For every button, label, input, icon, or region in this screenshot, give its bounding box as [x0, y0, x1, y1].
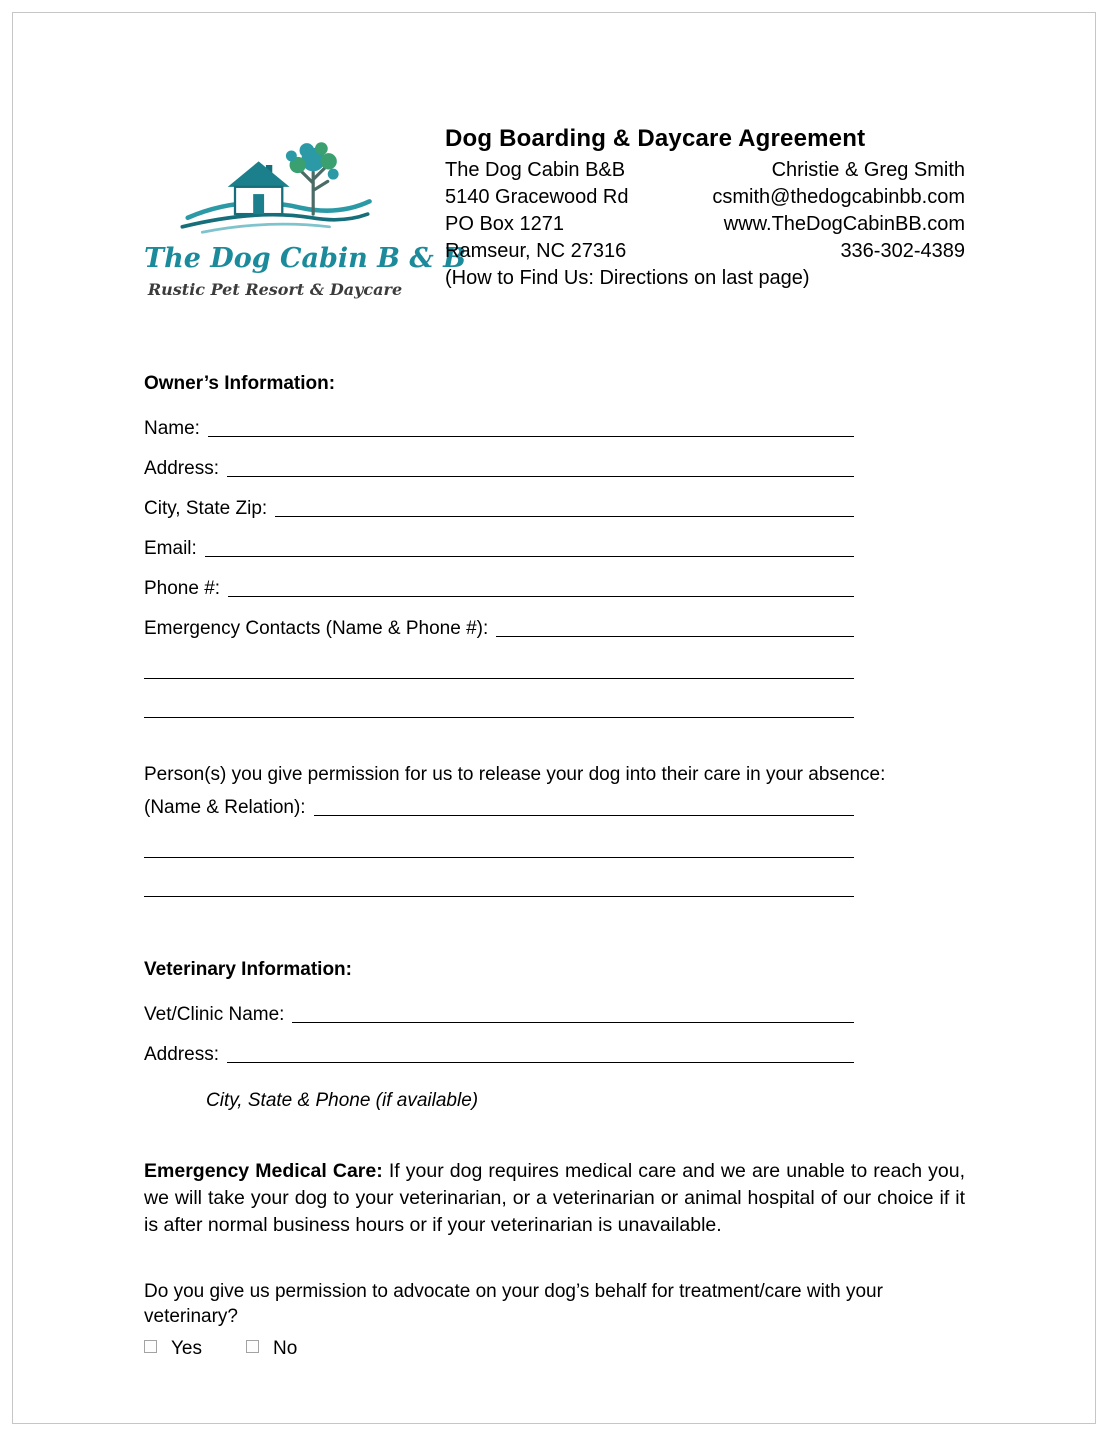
vet-clinic-name-line[interactable]: [292, 1021, 854, 1023]
advocate-options: [144, 1338, 965, 1360]
emergency-medical-care-paragraph: [144, 1158, 965, 1239]
emergency-contacts-label: Emergency Contacts (Name & Phone #):: [144, 618, 489, 639]
document-page: [12, 12, 1096, 1424]
owner-email-line[interactable]: [205, 555, 854, 557]
contact-row: [445, 184, 965, 211]
contact-row: [445, 238, 965, 265]
no-label: No: [273, 1338, 298, 1359]
street-address: 5140 Gracewood Rd: [445, 186, 629, 208]
vet-address-label: Address:: [144, 1044, 219, 1065]
vet-clinic-name-label: Vet/Clinic Name:: [144, 1004, 285, 1025]
no-checkbox[interactable]: [246, 1340, 259, 1353]
document-title: Dog Boarding & Daycare Agreement: [445, 125, 866, 152]
owner-city-state-zip-line[interactable]: [275, 515, 854, 517]
owner-name-line[interactable]: [208, 435, 854, 437]
po-box: PO Box 1271: [445, 213, 564, 235]
vet-address-note: City, State & Phone (if available): [206, 1090, 479, 1111]
logo-title: The Dog Cabin B & B: [144, 243, 466, 274]
contact-row: [445, 157, 965, 184]
emergency-medical-care-text: If your dog requires medical care and we are unable to reach you, we will take your dog to your veterinarian, or a veterinarian or animal hospital of our choice if it is after normal business hours or if your veterinarian is unavailable.: [144, 1160, 965, 1236]
owner-city-state-zip-label: City, State Zip:: [144, 498, 268, 519]
city-state-zip: Ramseur, NC 27316: [445, 240, 627, 262]
phone-number: 336-302-4389: [840, 240, 965, 262]
owner-city-state-zip-row: [144, 497, 854, 520]
owner-phone-label: Phone #:: [144, 578, 221, 599]
owner-name-row: [144, 417, 854, 440]
emergency-contacts-line[interactable]: [496, 635, 854, 637]
contact-row: [445, 211, 965, 238]
owner-phone-row: [144, 577, 854, 600]
email-address: csmith@thedogcabinbb.com: [712, 186, 965, 208]
yes-label: Yes: [171, 1338, 202, 1359]
owner-section-heading: Owner’s Information:: [144, 373, 336, 394]
owner-address-label: Address:: [144, 458, 219, 479]
release-extra-line-1[interactable]: [144, 857, 854, 858]
yes-checkbox[interactable]: [144, 1340, 157, 1353]
logo: [144, 125, 466, 299]
advocate-question: Do you give us permission to advocate on your dog’s behalf for treatment/care with your veterinary?: [144, 1281, 883, 1327]
emergency-contacts-extra-line-2[interactable]: [144, 717, 854, 718]
owner-email-label: Email:: [144, 538, 197, 559]
release-name-relation-line[interactable]: [314, 814, 854, 816]
no-option: [246, 1338, 297, 1360]
release-name-relation-row: [144, 796, 854, 819]
owner-address-row: [144, 457, 854, 480]
document-header: [144, 125, 965, 299]
vet-address-line[interactable]: [227, 1061, 854, 1063]
business-name: The Dog Cabin B&B: [445, 159, 626, 181]
directions-note: (How to Find Us: Directions on last page): [445, 267, 810, 289]
owner-phone-line[interactable]: [228, 595, 854, 597]
owner-names: Christie & Greg Smith: [771, 159, 965, 181]
owner-name-label: Name:: [144, 418, 200, 439]
logo-subtitle: Rustic Pet Resort & Daycare: [147, 280, 403, 299]
release-extra-line-2[interactable]: [144, 896, 854, 897]
logo-image: [175, 129, 375, 241]
vet-address-row: [144, 1043, 854, 1066]
owner-address-line[interactable]: [227, 475, 854, 477]
website-url: www.TheDogCabinBB.com: [723, 213, 965, 235]
yes-option: [144, 1338, 202, 1360]
owner-email-row: [144, 537, 854, 560]
vet-clinic-name-row: [144, 1003, 854, 1026]
emergency-medical-care-lead: Emergency Medical Care:: [144, 1160, 383, 1182]
release-name-relation-label: (Name & Relation):: [144, 797, 306, 818]
emergency-contacts-row: [144, 617, 854, 640]
header-info: [445, 125, 965, 292]
emergency-contacts-extra-line-1[interactable]: [144, 678, 854, 679]
release-permission-text: Person(s) you give permission for us to release your dog into their care in your absence:: [144, 764, 886, 785]
vet-section-heading: Veterinary Information:: [144, 959, 352, 980]
